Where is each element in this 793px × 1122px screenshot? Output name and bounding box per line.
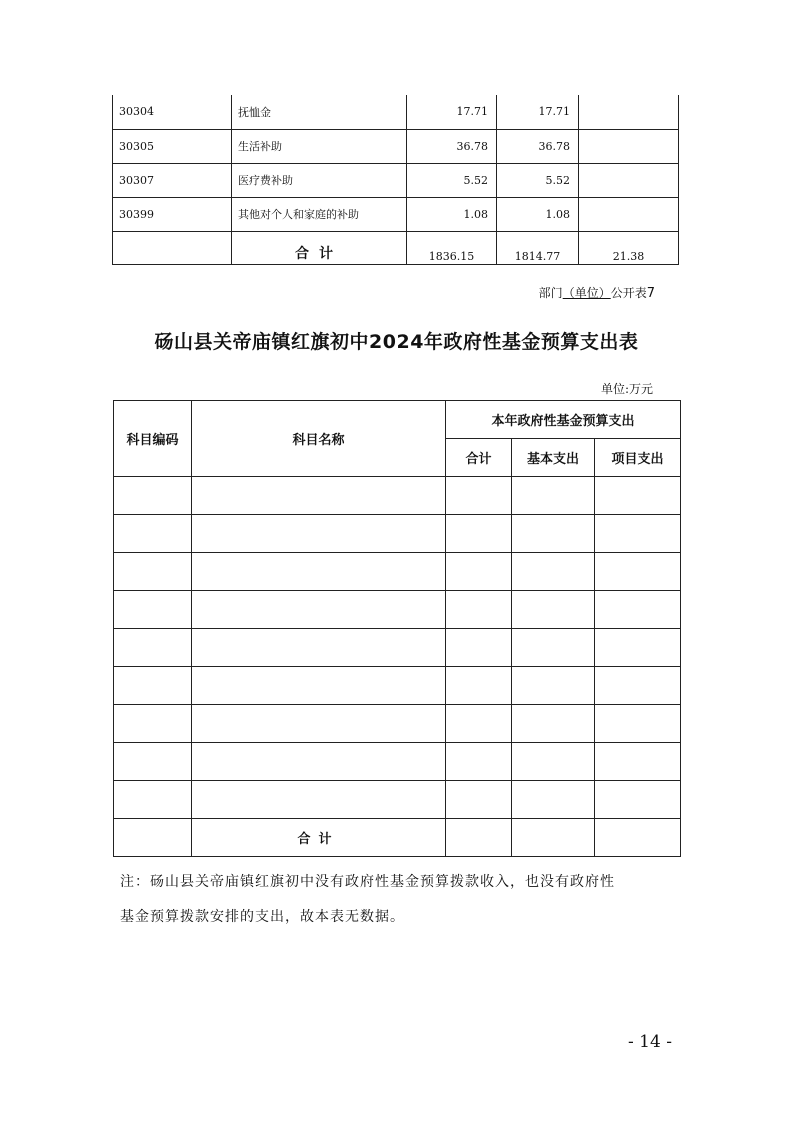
empty-cell (595, 781, 681, 819)
total-label: 合计 (232, 231, 407, 264)
header-subject-code: 科目编码 (114, 401, 192, 477)
table-row (114, 591, 681, 629)
empty-cell (512, 743, 595, 781)
header-fund-expenditure-group: 本年政府性基金预算支出 (446, 401, 681, 439)
empty-cell (192, 781, 446, 819)
empty-cell (114, 591, 192, 629)
total-row (113, 231, 679, 264)
cell-project (579, 163, 679, 197)
empty-cell (595, 743, 681, 781)
empty-cell (114, 705, 192, 743)
cell-project (579, 129, 679, 163)
page-title: 砀山县关帝庙镇红旗初中2024年政府性基金预算支出表 (154, 331, 639, 353)
government-fund-expenditure-table (113, 400, 681, 857)
empty-cell (595, 629, 681, 667)
cell-code: 30399 (113, 197, 232, 231)
empty-cell (595, 591, 681, 629)
empty-cell (595, 553, 681, 591)
empty-cell (595, 515, 681, 553)
public-table-unit: （单位） (562, 286, 611, 300)
empty-cell (114, 477, 192, 515)
table-row (114, 705, 681, 743)
table-row (113, 197, 679, 231)
empty-cell (446, 781, 512, 819)
public-table-prefix: 部门 (538, 286, 563, 300)
empty-cell (512, 629, 595, 667)
empty-cell (595, 819, 681, 857)
note-line-1: 注：砀山县关帝庙镇红旗初中没有政府性基金预算拨款收入，也没有政府性 (120, 874, 615, 890)
cell-name: 其他对个人和家庭的补助 (232, 197, 407, 231)
empty-cell (114, 629, 192, 667)
cell-project (579, 95, 679, 129)
empty-cell (595, 667, 681, 705)
empty-cell (512, 819, 595, 857)
header-total: 合计 (446, 439, 512, 477)
empty-cell (595, 705, 681, 743)
cell-total: 1.08 (407, 197, 497, 231)
note-line-2: 基金预算拨款安排的支出，故本表无数据。 (120, 909, 405, 925)
empty-cell (446, 629, 512, 667)
empty-cell (446, 705, 512, 743)
page-number: - 14 - (628, 1032, 672, 1052)
empty-cell (114, 743, 192, 781)
cell-name: 生活补助 (232, 129, 407, 163)
empty-cell (595, 477, 681, 515)
empty-cell (446, 553, 512, 591)
table-row (114, 477, 681, 515)
empty-cell (114, 667, 192, 705)
empty-cell (114, 553, 192, 591)
empty-cell (192, 705, 446, 743)
cell-total: 17.71 (407, 95, 497, 129)
cell-basic: 1.08 (497, 197, 579, 231)
empty-cell (446, 515, 512, 553)
empty-cell (446, 477, 512, 515)
empty-cell (192, 667, 446, 705)
cell-name: 抚恤金 (232, 95, 407, 129)
empty-cell (114, 819, 192, 857)
table-row (114, 515, 681, 553)
empty-cell (114, 515, 192, 553)
cell-code (113, 231, 232, 264)
table-row (114, 629, 681, 667)
public-table-number (400, 284, 655, 301)
table-row (113, 163, 679, 197)
empty-cell (512, 705, 595, 743)
empty-cell (192, 591, 446, 629)
total-total: 1836.15 (407, 231, 497, 264)
empty-cell (512, 591, 595, 629)
header-basic-expenditure: 基本支出 (512, 439, 595, 477)
empty-cell (512, 477, 595, 515)
empty-cell (192, 477, 446, 515)
total-basic: 1814.77 (497, 231, 579, 264)
empty-cell (446, 591, 512, 629)
cell-total: 5.52 (407, 163, 497, 197)
sum-label: 合计 (192, 819, 446, 857)
empty-cell (512, 781, 595, 819)
unit-label: 单位:万元 (600, 382, 653, 396)
cell-basic: 5.52 (497, 163, 579, 197)
table-row (113, 129, 679, 163)
empty-cell (512, 515, 595, 553)
empty-cell (446, 667, 512, 705)
cell-code: 30307 (113, 163, 232, 197)
empty-cell (446, 819, 512, 857)
cell-name: 医疗费补助 (232, 163, 407, 197)
empty-cell (114, 781, 192, 819)
header-subject-name: 科目名称 (192, 401, 446, 477)
cell-basic: 17.71 (497, 95, 579, 129)
empty-cell (512, 667, 595, 705)
table-row (114, 667, 681, 705)
expenditure-detail-table-continued (112, 95, 679, 265)
empty-cell (512, 553, 595, 591)
table-row (114, 743, 681, 781)
table-row (114, 781, 681, 819)
empty-cell (192, 743, 446, 781)
header-project-expenditure: 项目支出 (595, 439, 681, 477)
empty-cell (446, 743, 512, 781)
table-row (114, 553, 681, 591)
table-row (113, 95, 679, 129)
total-project: 21.38 (579, 231, 679, 264)
empty-cell (192, 629, 446, 667)
cell-project (579, 197, 679, 231)
empty-cell (192, 515, 446, 553)
sum-row (114, 819, 681, 857)
cell-basic: 36.78 (497, 129, 579, 163)
empty-cell (192, 553, 446, 591)
public-table-suffix: 公开表 (610, 286, 647, 300)
cell-code: 30305 (113, 129, 232, 163)
public-table-num: 7 (646, 286, 655, 301)
cell-code: 30304 (113, 95, 232, 129)
cell-total: 36.78 (407, 129, 497, 163)
